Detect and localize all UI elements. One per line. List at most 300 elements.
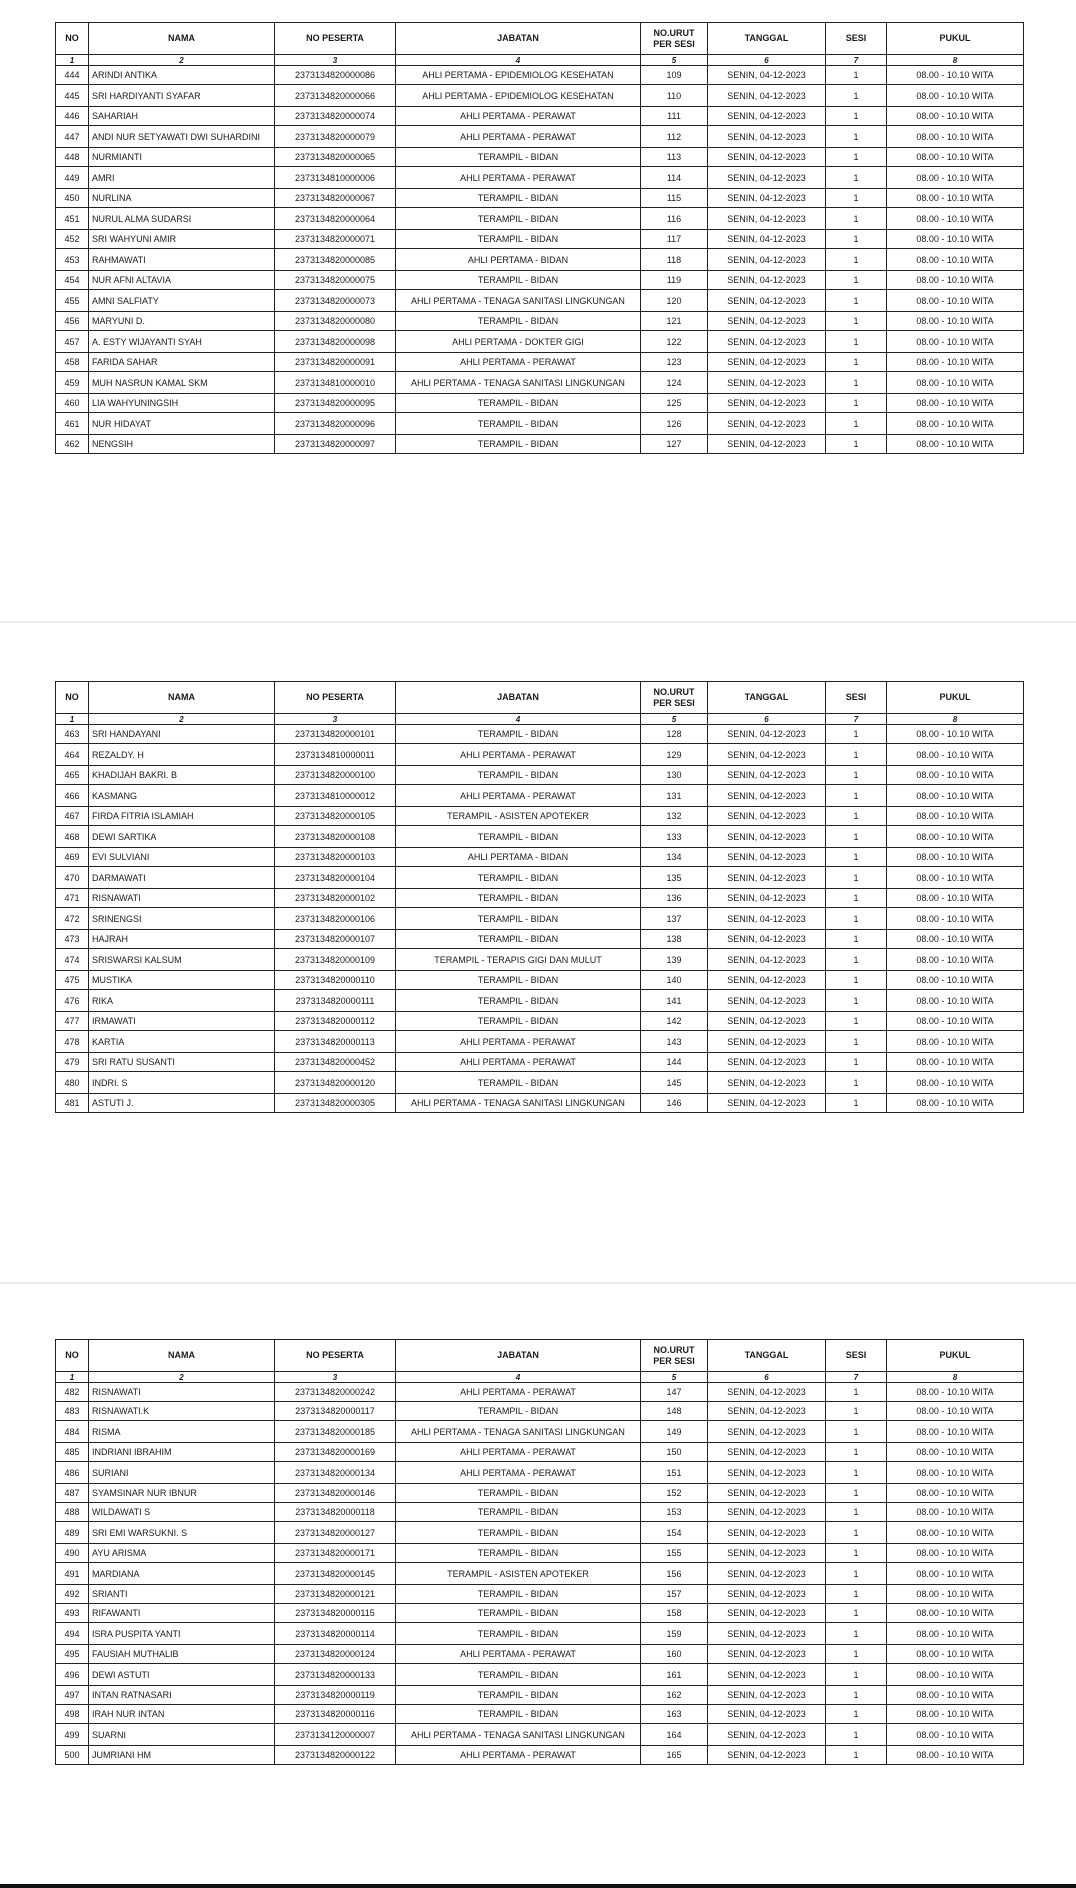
cell-jabatan: TERAMPIL - BIDAN <box>396 889 641 908</box>
cell-no: 446 <box>56 107 89 126</box>
table-row <box>56 826 1024 848</box>
table-row <box>56 1053 1024 1072</box>
column-number: 1 <box>56 714 89 725</box>
cell-no: 475 <box>56 971 89 990</box>
table-row <box>56 1645 1024 1664</box>
table-row <box>56 908 1024 930</box>
cell-nama: ANDI NUR SETYAWATI DWI SUHARDINI <box>89 126 275 148</box>
cell-tanggal: SENIN, 04-12-2023 <box>708 908 826 930</box>
cell-no: 474 <box>56 949 89 971</box>
table-row <box>56 85 1024 107</box>
cell-no-peserta: 2373134820000100 <box>275 766 396 785</box>
cell-no-urut: 142 <box>641 1012 708 1031</box>
column-number: 5 <box>641 714 708 725</box>
cell-sesi: 1 <box>826 435 887 454</box>
cell-jabatan: TERAMPIL - BIDAN <box>396 1623 641 1645</box>
cell-nama: SRI EMI WARSUKNI. S <box>89 1522 275 1544</box>
cell-no-urut: 152 <box>641 1484 708 1503</box>
bottom-rule <box>0 1884 1076 1888</box>
cell-jabatan: AHLI PERTAMA - PERAWAT <box>396 1443 641 1462</box>
header-row <box>56 1340 1024 1372</box>
table-row <box>56 971 1024 990</box>
cell-nama: HAJRAH <box>89 930 275 949</box>
cell-tanggal: SENIN, 04-12-2023 <box>708 1383 826 1402</box>
cell-no-urut: 158 <box>641 1604 708 1623</box>
cell-jabatan: AHLI PERTAMA - PERAWAT <box>396 1645 641 1664</box>
header-tanggal: TANGGAL <box>708 23 826 55</box>
cell-nama: REZALDY. H <box>89 744 275 766</box>
cell-no-urut: 114 <box>641 167 708 189</box>
cell-no: 493 <box>56 1604 89 1623</box>
header-no-peserta: NO PESERTA <box>275 682 396 714</box>
cell-tanggal: SENIN, 04-12-2023 <box>708 826 826 848</box>
cell-jabatan: AHLI PERTAMA - DOKTER GIGI <box>396 331 641 353</box>
cell-no-peserta: 2373134820000122 <box>275 1746 396 1765</box>
cell-pukul: 08.00 - 10.10 WITA <box>887 372 1024 394</box>
cell-pukul: 08.00 - 10.10 WITA <box>887 990 1024 1012</box>
cell-no-peserta: 2373134820000075 <box>275 271 396 290</box>
cell-jabatan: AHLI PERTAMA - PERAWAT <box>396 1383 641 1402</box>
cell-no-urut: 116 <box>641 208 708 230</box>
cell-no-urut: 132 <box>641 807 708 826</box>
cell-no: 465 <box>56 766 89 785</box>
cell-no-urut: 119 <box>641 271 708 290</box>
cell-jabatan: TERAMPIL - BIDAN <box>396 312 641 331</box>
cell-no-urut: 111 <box>641 107 708 126</box>
cell-no: 481 <box>56 1094 89 1113</box>
cell-pukul: 08.00 - 10.10 WITA <box>887 85 1024 107</box>
cell-jabatan: AHLI PERTAMA - PERAWAT <box>396 1462 641 1484</box>
cell-sesi: 1 <box>826 290 887 312</box>
table-row <box>56 1462 1024 1484</box>
cell-no: 494 <box>56 1623 89 1645</box>
cell-tanggal: SENIN, 04-12-2023 <box>708 1443 826 1462</box>
cell-jabatan: AHLI PERTAMA - TENAGA SANITASI LINGKUNGAN <box>396 290 641 312</box>
cell-nama: AYU ARISMA <box>89 1544 275 1563</box>
cell-no-peserta: 2373134820000242 <box>275 1383 396 1402</box>
cell-pukul: 08.00 - 10.10 WITA <box>887 331 1024 353</box>
cell-no: 456 <box>56 312 89 331</box>
cell-sesi: 1 <box>826 725 887 744</box>
cell-jabatan: AHLI PERTAMA - EPIDEMIOLOG KESEHATAN <box>396 66 641 85</box>
table-row <box>56 1623 1024 1645</box>
cell-no-urut: 133 <box>641 826 708 848</box>
cell-no: 488 <box>56 1503 89 1522</box>
table-row <box>56 1443 1024 1462</box>
cell-jabatan: AHLI PERTAMA - PERAWAT <box>396 785 641 807</box>
cell-sesi: 1 <box>826 848 887 867</box>
table-row <box>56 290 1024 312</box>
table-row <box>56 1705 1024 1724</box>
cell-no-peserta: 2373134820000097 <box>275 435 396 454</box>
cell-pukul: 08.00 - 10.10 WITA <box>887 1724 1024 1746</box>
cell-nama: KARTIA <box>89 1031 275 1053</box>
cell-no: 497 <box>56 1686 89 1705</box>
cell-jabatan: AHLI PERTAMA - PERAWAT <box>396 167 641 189</box>
header-no-urut-line1: NO.URUT <box>653 1344 695 1355</box>
cell-nama: JUMRIANI HM <box>89 1746 275 1765</box>
cell-nama: RISNAWATI <box>89 1383 275 1402</box>
table-row <box>56 126 1024 148</box>
cell-no-urut: 124 <box>641 372 708 394</box>
page-separator <box>0 1282 1076 1284</box>
cell-no: 499 <box>56 1724 89 1746</box>
cell-no-urut: 123 <box>641 353 708 372</box>
cell-tanggal: SENIN, 04-12-2023 <box>708 1645 826 1664</box>
cell-no-urut: 140 <box>641 971 708 990</box>
cell-no: 460 <box>56 394 89 413</box>
table-row <box>56 785 1024 807</box>
cell-no: 485 <box>56 1443 89 1462</box>
cell-no-peserta: 2373134820000113 <box>275 1031 396 1053</box>
cell-sesi: 1 <box>826 1402 887 1421</box>
cell-nama: MARYUNI D. <box>89 312 275 331</box>
cell-nama: IRMAWATI <box>89 1012 275 1031</box>
cell-pukul: 08.00 - 10.10 WITA <box>887 1012 1024 1031</box>
table-row <box>56 394 1024 413</box>
cell-pukul: 08.00 - 10.10 WITA <box>887 126 1024 148</box>
cell-no: 486 <box>56 1462 89 1484</box>
cell-no: 464 <box>56 744 89 766</box>
cell-tanggal: SENIN, 04-12-2023 <box>708 1031 826 1053</box>
cell-nama: INDRI. S <box>89 1072 275 1094</box>
cell-pukul: 08.00 - 10.10 WITA <box>887 1746 1024 1765</box>
cell-sesi: 1 <box>826 949 887 971</box>
cell-nama: NUR HIDAYAT <box>89 413 275 435</box>
participant-table-1 <box>55 22 1024 454</box>
cell-jabatan: TERAMPIL - BIDAN <box>396 867 641 889</box>
cell-tanggal: SENIN, 04-12-2023 <box>708 1053 826 1072</box>
column-number: 4 <box>396 1372 641 1383</box>
cell-no-urut: 110 <box>641 85 708 107</box>
cell-no: 476 <box>56 990 89 1012</box>
header-jabatan: JABATAN <box>396 23 641 55</box>
cell-sesi: 1 <box>826 1563 887 1585</box>
cell-pukul: 08.00 - 10.10 WITA <box>887 148 1024 167</box>
cell-no: 470 <box>56 867 89 889</box>
table-row <box>56 807 1024 826</box>
cell-tanggal: SENIN, 04-12-2023 <box>708 744 826 766</box>
cell-sesi: 1 <box>826 1031 887 1053</box>
table-row <box>56 1031 1024 1053</box>
cell-sesi: 1 <box>826 148 887 167</box>
cell-jabatan: TERAMPIL - BIDAN <box>396 826 641 848</box>
cell-tanggal: SENIN, 04-12-2023 <box>708 331 826 353</box>
cell-jabatan: TERAMPIL - BIDAN <box>396 1484 641 1503</box>
cell-no-urut: 163 <box>641 1705 708 1724</box>
cell-no-peserta: 2373134820000067 <box>275 189 396 208</box>
cell-no-urut: 129 <box>641 744 708 766</box>
cell-no-peserta: 2373134820000071 <box>275 230 396 249</box>
table-row <box>56 372 1024 394</box>
cell-no: 498 <box>56 1705 89 1724</box>
cell-sesi: 1 <box>826 785 887 807</box>
cell-nama: SRI HARDIYANTI SYAFAR <box>89 85 275 107</box>
cell-pukul: 08.00 - 10.10 WITA <box>887 908 1024 930</box>
header-jabatan: JABATAN <box>396 682 641 714</box>
table-row <box>56 889 1024 908</box>
column-number: 1 <box>56 55 89 66</box>
cell-no-urut: 115 <box>641 189 708 208</box>
page-separator <box>0 621 1076 623</box>
table-row <box>56 1421 1024 1443</box>
cell-tanggal: SENIN, 04-12-2023 <box>708 1544 826 1563</box>
column-number: 7 <box>826 714 887 725</box>
header-no-urut <box>641 1340 708 1372</box>
table-row <box>56 271 1024 290</box>
cell-jabatan: TERAMPIL - BIDAN <box>396 1585 641 1604</box>
cell-tanggal: SENIN, 04-12-2023 <box>708 1686 826 1705</box>
cell-sesi: 1 <box>826 1094 887 1113</box>
column-number: 2 <box>89 1372 275 1383</box>
cell-nama: ASTUTI J. <box>89 1094 275 1113</box>
cell-no-urut: 122 <box>641 331 708 353</box>
cell-nama: SYAMSINAR NUR IBNUR <box>89 1484 275 1503</box>
cell-tanggal: SENIN, 04-12-2023 <box>708 1402 826 1421</box>
cell-no: 478 <box>56 1031 89 1053</box>
cell-pukul: 08.00 - 10.10 WITA <box>887 889 1024 908</box>
cell-pukul: 08.00 - 10.10 WITA <box>887 353 1024 372</box>
column-number: 3 <box>275 55 396 66</box>
cell-no-urut: 121 <box>641 312 708 331</box>
cell-jabatan: TERAMPIL - BIDAN <box>396 908 641 930</box>
cell-pukul: 08.00 - 10.10 WITA <box>887 1443 1024 1462</box>
cell-no-urut: 150 <box>641 1443 708 1462</box>
cell-no-peserta: 2373134820000115 <box>275 1604 396 1623</box>
cell-jabatan: TERAMPIL - BIDAN <box>396 1544 641 1563</box>
cell-no: 471 <box>56 889 89 908</box>
cell-sesi: 1 <box>826 1383 887 1402</box>
cell-tanggal: SENIN, 04-12-2023 <box>708 1522 826 1544</box>
cell-sesi: 1 <box>826 889 887 908</box>
cell-jabatan: TERAMPIL - BIDAN <box>396 725 641 744</box>
cell-nama: SRISWARSI KALSUM <box>89 949 275 971</box>
cell-pukul: 08.00 - 10.10 WITA <box>887 1686 1024 1705</box>
cell-pukul: 08.00 - 10.10 WITA <box>887 1563 1024 1585</box>
cell-pukul: 08.00 - 10.10 WITA <box>887 1072 1024 1094</box>
cell-tanggal: SENIN, 04-12-2023 <box>708 930 826 949</box>
cell-no-peserta: 2373134820000117 <box>275 1402 396 1421</box>
participant-table-2 <box>55 681 1024 1113</box>
cell-no-urut: 125 <box>641 394 708 413</box>
cell-sesi: 1 <box>826 271 887 290</box>
cell-jabatan: TERAMPIL - BIDAN <box>396 1402 641 1421</box>
cell-no-urut: 141 <box>641 990 708 1012</box>
cell-tanggal: SENIN, 04-12-2023 <box>708 766 826 785</box>
cell-no-peserta: 2373134820000133 <box>275 1664 396 1686</box>
column-number: 6 <box>708 714 826 725</box>
cell-no-peserta: 2373134820000086 <box>275 66 396 85</box>
cell-nama: KHADIJAH BAKRI. B <box>89 766 275 785</box>
cell-tanggal: SENIN, 04-12-2023 <box>708 312 826 331</box>
cell-sesi: 1 <box>826 1012 887 1031</box>
cell-no: 444 <box>56 66 89 85</box>
cell-no-urut: 120 <box>641 290 708 312</box>
cell-jabatan: TERAMPIL - BIDAN <box>396 394 641 413</box>
cell-no-peserta: 2373134820000073 <box>275 290 396 312</box>
cell-no: 496 <box>56 1664 89 1686</box>
cell-no-urut: 164 <box>641 1724 708 1746</box>
cell-tanggal: SENIN, 04-12-2023 <box>708 848 826 867</box>
header-tanggal: TANGGAL <box>708 1340 826 1372</box>
table-row <box>56 1724 1024 1746</box>
cell-no-peserta: 2373134820000112 <box>275 1012 396 1031</box>
table-row <box>56 1094 1024 1113</box>
cell-no-peserta: 2373134120000007 <box>275 1724 396 1746</box>
cell-no-urut: 160 <box>641 1645 708 1664</box>
cell-nama: RISNAWATI.K <box>89 1402 275 1421</box>
cell-jabatan: AHLI PERTAMA - EPIDEMIOLOG KESEHATAN <box>396 85 641 107</box>
cell-pukul: 08.00 - 10.10 WITA <box>887 725 1024 744</box>
column-number-row <box>56 55 1024 66</box>
column-number: 4 <box>396 55 641 66</box>
table-row <box>56 766 1024 785</box>
cell-no-urut: 113 <box>641 148 708 167</box>
cell-tanggal: SENIN, 04-12-2023 <box>708 126 826 148</box>
cell-no: 449 <box>56 167 89 189</box>
cell-pukul: 08.00 - 10.10 WITA <box>887 271 1024 290</box>
cell-no-peserta: 2373134820000098 <box>275 331 396 353</box>
table-row <box>56 1484 1024 1503</box>
cell-pukul: 08.00 - 10.10 WITA <box>887 1522 1024 1544</box>
column-number: 4 <box>396 714 641 725</box>
cell-tanggal: SENIN, 04-12-2023 <box>708 971 826 990</box>
table-row <box>56 1585 1024 1604</box>
cell-sesi: 1 <box>826 826 887 848</box>
column-number: 8 <box>887 714 1024 725</box>
cell-jabatan: AHLI PERTAMA - PERAWAT <box>396 353 641 372</box>
header-no-urut-line1: NO.URUT <box>653 686 695 697</box>
header-no: NO <box>56 23 89 55</box>
table-body <box>56 725 1024 1113</box>
cell-sesi: 1 <box>826 971 887 990</box>
cell-pukul: 08.00 - 10.10 WITA <box>887 1604 1024 1623</box>
cell-no: 500 <box>56 1746 89 1765</box>
cell-tanggal: SENIN, 04-12-2023 <box>708 949 826 971</box>
table-row <box>56 744 1024 766</box>
cell-nama: RIKA <box>89 990 275 1012</box>
cell-sesi: 1 <box>826 744 887 766</box>
cell-pukul: 08.00 - 10.10 WITA <box>887 826 1024 848</box>
cell-no-urut: 146 <box>641 1094 708 1113</box>
cell-pukul: 08.00 - 10.10 WITA <box>887 1484 1024 1503</box>
column-number: 6 <box>708 55 826 66</box>
header-row <box>56 23 1024 55</box>
cell-no: 447 <box>56 126 89 148</box>
cell-no-peserta: 2373134820000096 <box>275 413 396 435</box>
cell-tanggal: SENIN, 04-12-2023 <box>708 394 826 413</box>
header-pukul: PUKUL <box>887 23 1024 55</box>
column-number: 2 <box>89 55 275 66</box>
cell-nama: FAUSIAH MUTHALIB <box>89 1645 275 1664</box>
table-row <box>56 1563 1024 1585</box>
cell-sesi: 1 <box>826 807 887 826</box>
cell-nama: MARDIANA <box>89 1563 275 1585</box>
cell-no-peserta: 2373134820000169 <box>275 1443 396 1462</box>
cell-nama: AMNI SALFIATY <box>89 290 275 312</box>
cell-no: 480 <box>56 1072 89 1094</box>
cell-tanggal: SENIN, 04-12-2023 <box>708 1623 826 1645</box>
cell-jabatan: TERAMPIL - ASISTEN APOTEKER <box>396 1563 641 1585</box>
cell-no: 491 <box>56 1563 89 1585</box>
table-row <box>56 1604 1024 1623</box>
table-row <box>56 930 1024 949</box>
cell-pukul: 08.00 - 10.10 WITA <box>887 66 1024 85</box>
cell-pukul: 08.00 - 10.10 WITA <box>887 930 1024 949</box>
cell-sesi: 1 <box>826 1072 887 1094</box>
cell-no-peserta: 2373134820000305 <box>275 1094 396 1113</box>
cell-no-peserta: 2373134820000066 <box>275 85 396 107</box>
table-body <box>56 1383 1024 1765</box>
cell-tanggal: SENIN, 04-12-2023 <box>708 372 826 394</box>
cell-jabatan: AHLI PERTAMA - PERAWAT <box>396 107 641 126</box>
header-sesi: SESI <box>826 23 887 55</box>
table-row <box>56 249 1024 271</box>
header-row <box>56 682 1024 714</box>
cell-jabatan: TERAMPIL - BIDAN <box>396 271 641 290</box>
cell-no: 483 <box>56 1402 89 1421</box>
cell-jabatan: TERAMPIL - ASISTEN APOTEKER <box>396 807 641 826</box>
cell-no-urut: 165 <box>641 1746 708 1765</box>
cell-jabatan: AHLI PERTAMA - BIDAN <box>396 848 641 867</box>
table-row <box>56 867 1024 889</box>
cell-nama: IRAH NUR INTAN <box>89 1705 275 1724</box>
cell-tanggal: SENIN, 04-12-2023 <box>708 1421 826 1443</box>
cell-nama: ARINDI ANTIKA <box>89 66 275 85</box>
cell-jabatan: TERAMPIL - BIDAN <box>396 435 641 454</box>
cell-sesi: 1 <box>826 189 887 208</box>
cell-sesi: 1 <box>826 1686 887 1705</box>
cell-jabatan: TERAMPIL - BIDAN <box>396 1503 641 1522</box>
cell-no: 463 <box>56 725 89 744</box>
cell-sesi: 1 <box>826 1522 887 1544</box>
cell-tanggal: SENIN, 04-12-2023 <box>708 107 826 126</box>
cell-pukul: 08.00 - 10.10 WITA <box>887 1503 1024 1522</box>
cell-pukul: 08.00 - 10.10 WITA <box>887 1623 1024 1645</box>
cell-sesi: 1 <box>826 394 887 413</box>
cell-nama: FIRDA FITRIA ISLAMIAH <box>89 807 275 826</box>
cell-pukul: 08.00 - 10.10 WITA <box>887 1544 1024 1563</box>
cell-nama: RIFAWANTI <box>89 1604 275 1623</box>
cell-no-peserta: 2373134820000127 <box>275 1522 396 1544</box>
cell-no-urut: 147 <box>641 1383 708 1402</box>
cell-no: 457 <box>56 331 89 353</box>
cell-no-peserta: 2373134820000146 <box>275 1484 396 1503</box>
cell-tanggal: SENIN, 04-12-2023 <box>708 353 826 372</box>
cell-pukul: 08.00 - 10.10 WITA <box>887 1585 1024 1604</box>
cell-no: 453 <box>56 249 89 271</box>
cell-pukul: 08.00 - 10.10 WITA <box>887 107 1024 126</box>
table-row <box>56 435 1024 454</box>
cell-no-urut: 138 <box>641 930 708 949</box>
cell-no-peserta: 2373134820000095 <box>275 394 396 413</box>
cell-no-urut: 139 <box>641 949 708 971</box>
cell-tanggal: SENIN, 04-12-2023 <box>708 271 826 290</box>
cell-sesi: 1 <box>826 312 887 331</box>
cell-nama: MUSTIKA <box>89 971 275 990</box>
cell-sesi: 1 <box>826 85 887 107</box>
cell-no-urut: 162 <box>641 1686 708 1705</box>
cell-sesi: 1 <box>826 1462 887 1484</box>
cell-nama: RISMA <box>89 1421 275 1443</box>
cell-no-urut: 161 <box>641 1664 708 1686</box>
cell-jabatan: TERAMPIL - BIDAN <box>396 1522 641 1544</box>
cell-pukul: 08.00 - 10.10 WITA <box>887 1421 1024 1443</box>
cell-jabatan: TERAMPIL - BIDAN <box>396 990 641 1012</box>
header-no: NO <box>56 682 89 714</box>
cell-pukul: 08.00 - 10.10 WITA <box>887 1664 1024 1686</box>
header-no-urut-line2: PER SESI <box>653 697 695 708</box>
